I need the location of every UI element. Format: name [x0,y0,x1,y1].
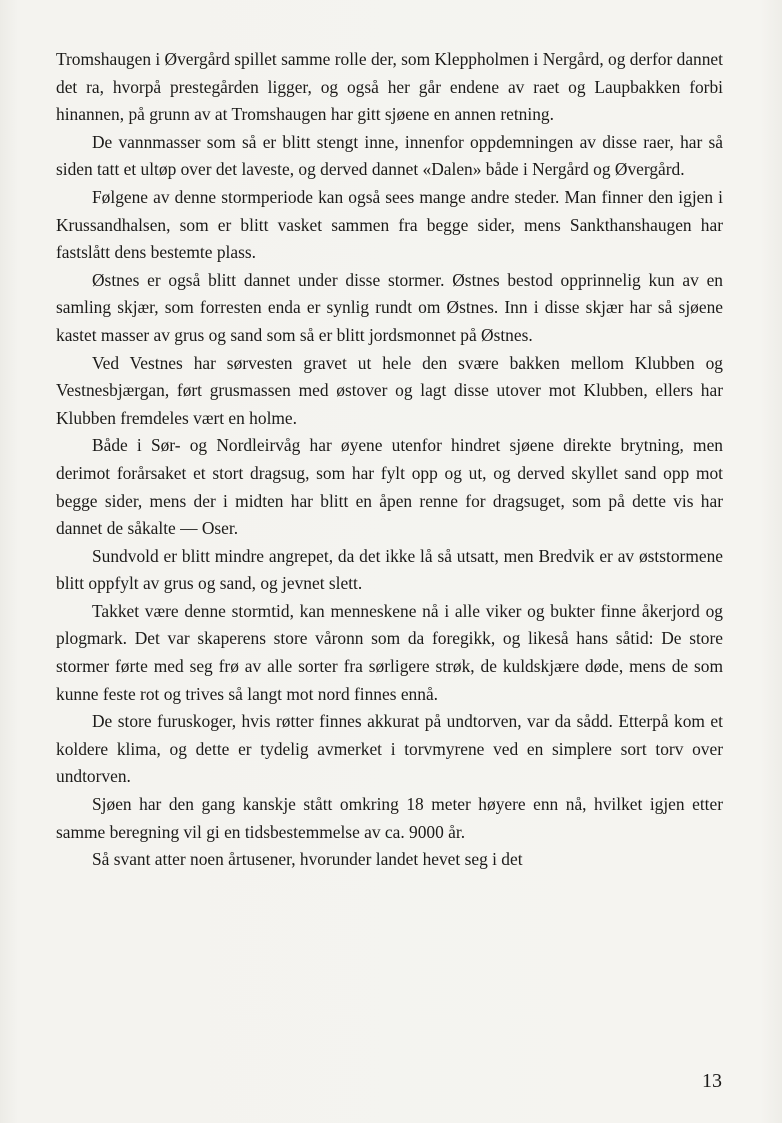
paragraph: Både i Sør- og Nordleirvåg har øyene utenfor hindret sjøene direkte brytning, men derimot forårsaket et stort dragsug, som har fylt opp og ut, og derved skyllet sand opp mot begge sider, mens der i midten har blitt en åpen renne for dragsuget, som på dette vis har dannet de såkalte — Oser. [56,435,723,539]
paragraph: Østnes er også blitt dannet under disse stormer. Østnes bestod opprinnelig kun av en samling skjær, som forresten enda er synlig rundt om Østnes. Inn i disse skjær har så sjøene kastet masser av grus og sand som så er blitt jordsmonnet på Østnes. [56,269,723,345]
body-text [56,46,723,874]
paragraph: Sjøen har den gang kanskje stått omkring 18 meter høyere enn nå, hvilket igjen etter samme beregning vil gi en tidsbestemmelse av ca. 9000 år. [56,794,723,842]
paragraph: Takket være denne stormtid, kan menneskene nå i alle viker og bukter finne åkerjord og plogmark. Det var skaperens store våronn som da foregikk, og likeså hans såtid: De store stormer førte med seg frø av alle sorter fra sørligere strøk, de kuldskjære døde, mens de som kunne feste rot og trives så langt mot nord finnes ennå. [56,600,723,704]
paragraph: De store furuskoger, hvis røtter finnes akkurat på undtorven, var da sådd. Etterpå kom et koldere klima, og dette er tydelig avmerket i torvmyrene ved en simplere sort torv over undtorven. [56,711,723,787]
paragraph: Sundvold er blitt mindre angrepet, da det ikke lå så utsatt, men Bredvik er av øststormene blitt oppfylt av grus og sand, og jevnet slett. [56,545,723,594]
paragraph: Følgene av denne stormperiode kan også sees mange andre steder. Man finner den igjen i Krussandhalsen, som er blitt vasket sammen fra begge sider, mens Sankthanshaugen har fastslått dens bestemte plass. [56,186,723,263]
page-number: 13 [702,1070,722,1092]
paragraph: Så svant atter noen årtusener, hvorunder landet hevet seg i det [92,849,523,870]
paragraph: Tromshaugen i Øvergård spillet samme rolle der, som Kleppholmen i Nergård, og derfor dannet det ra, hvorpå prestegården ligger, og også her går endene av raet og Laupbakken forbi hinannen, på grunn av at Tromshaugen har gitt sjøene en annen retning. [56,49,723,125]
paragraph: Ved Vestnes har sørvesten gravet ut hele den svære bakken mellom Klubben og Vestnesbjærgan, ført grusmassen med østover og lagt disse utover mot Klubben, ellers har Klubben fremdeles vært en holme. [56,352,723,428]
paragraph: De vannmasser som så er blitt stengt inne, innenfor oppdemningen av disse raer, har så siden tatt et ultøp over det laveste, og derved dannet «Dalen» både i Nergård og Øvergård. [56,131,723,180]
